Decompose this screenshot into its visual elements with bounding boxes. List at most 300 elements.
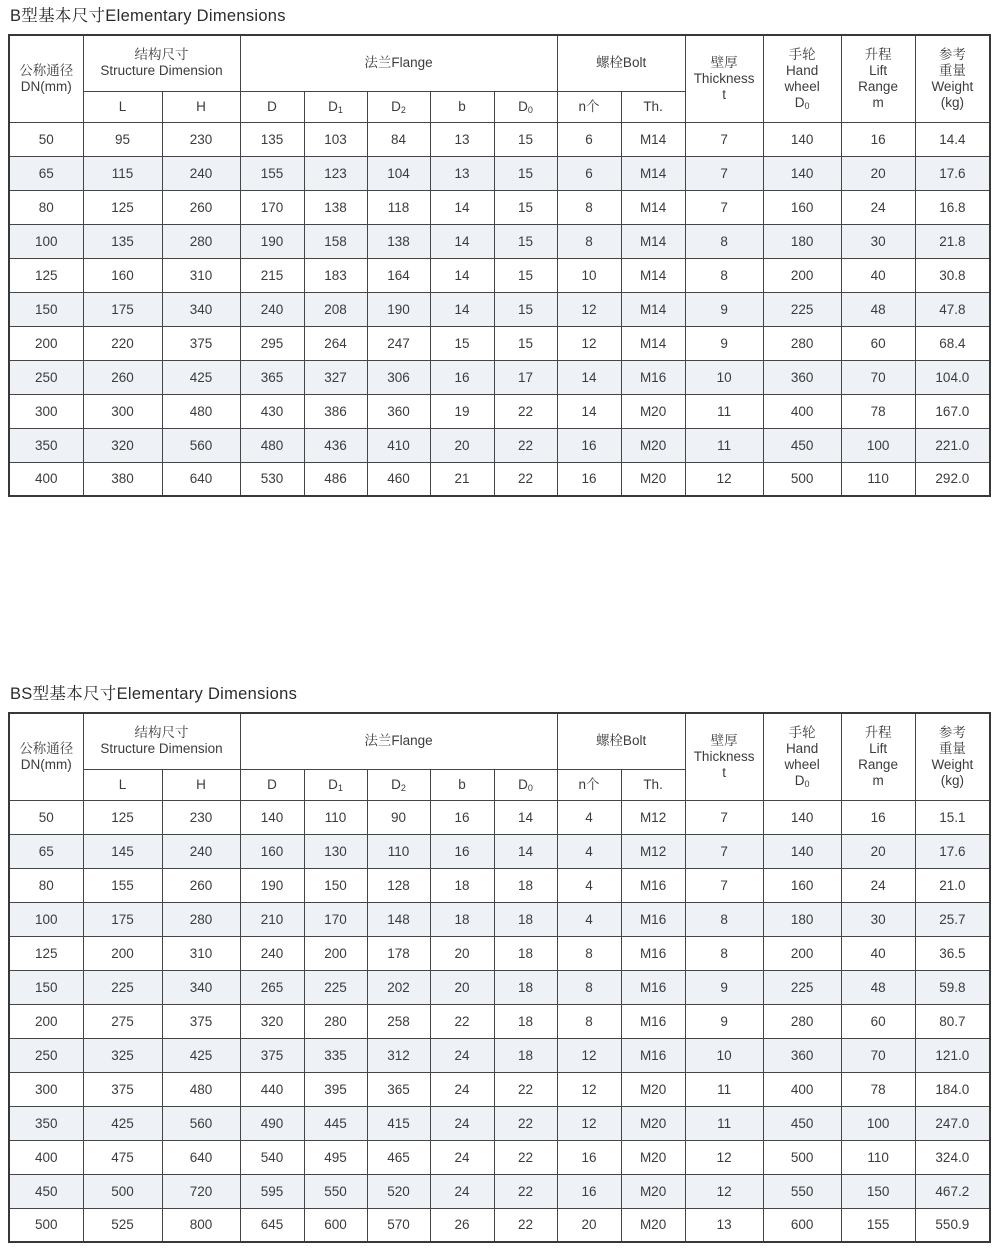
header-lift-line: Range: [858, 78, 898, 94]
table-cell: 4: [557, 868, 621, 902]
table-cell: 12: [685, 1174, 763, 1208]
table-cell: 78: [841, 1072, 915, 1106]
table-cell: 340: [162, 292, 240, 326]
table-cell: 138: [367, 224, 430, 258]
header-structure-line: 结构尺寸: [134, 47, 189, 63]
table-cell: 220: [83, 326, 162, 360]
table-cell: 14: [430, 292, 494, 326]
table-cell: 9: [685, 1004, 763, 1038]
table-cell: 125: [9, 936, 83, 970]
table-cell: 13: [685, 1208, 763, 1242]
header-lift-line: Lift: [869, 62, 888, 78]
table-cell: 14: [430, 258, 494, 292]
table-cell: 375: [240, 1038, 304, 1072]
subcol-label: L: [118, 776, 127, 792]
header-subcol-D: [240, 769, 304, 800]
header-weight-line: (kg): [940, 772, 964, 788]
table-cell: 18: [430, 902, 494, 936]
table-cell: 295: [240, 326, 304, 360]
table-cell: 450: [763, 1106, 841, 1140]
table-cell: 190: [240, 224, 304, 258]
table-row: [9, 1140, 990, 1174]
header-dn-line: DN(mm): [20, 756, 72, 772]
table-cell: 15: [494, 122, 557, 156]
table-cell: 30.8: [915, 258, 990, 292]
table-cell: 50: [9, 800, 83, 834]
header-flange: 法兰Flange: [240, 713, 557, 769]
header-thickness-line: t: [722, 764, 726, 780]
table-cell: 59.8: [915, 970, 990, 1004]
table-cell: 365: [240, 360, 304, 394]
table-cell: 140: [763, 834, 841, 868]
table-cell: 240: [240, 292, 304, 326]
table-row: [9, 970, 990, 1004]
table-cell: 155: [841, 1208, 915, 1242]
header-subcol-n: [557, 91, 621, 122]
table-cell: 280: [763, 1004, 841, 1038]
table-cell: 22: [494, 1208, 557, 1242]
header-weight: [915, 35, 990, 122]
table-cell: M16: [621, 1004, 685, 1038]
table-cell: 135: [240, 122, 304, 156]
table-cell: 11: [685, 1106, 763, 1140]
table-cell: 200: [83, 936, 162, 970]
table-cell: 160: [763, 868, 841, 902]
table-cell: 26: [430, 1208, 494, 1242]
table-cell: M14: [621, 326, 685, 360]
table-cell: 15: [494, 258, 557, 292]
table-cell: 445: [304, 1106, 367, 1140]
table-cell: 560: [162, 428, 240, 462]
table-cell: 48: [841, 970, 915, 1004]
table-cell: 9: [685, 292, 763, 326]
table-cell: 21.8: [915, 224, 990, 258]
table-cell: 100: [841, 1106, 915, 1140]
table-cell: 100: [9, 902, 83, 936]
table-cell: 490: [240, 1106, 304, 1140]
header-thickness: [685, 713, 763, 800]
handwheel-d0-label-subscript: 0: [804, 778, 810, 789]
table-cell: 480: [162, 394, 240, 428]
table-cell: 18: [494, 970, 557, 1004]
table-row: [9, 1174, 990, 1208]
table-cell: 560: [162, 1106, 240, 1140]
header-lift: [841, 35, 915, 122]
table-cell: 520: [367, 1174, 430, 1208]
header-structure: [83, 713, 240, 769]
table-cell: 167.0: [915, 394, 990, 428]
table-cell: 292.0: [915, 462, 990, 496]
table-cell: 230: [162, 800, 240, 834]
header-weight-line: Weight: [931, 78, 974, 94]
table-cell: 140: [763, 156, 841, 190]
table-cell: 140: [763, 122, 841, 156]
table-cell: 16.8: [915, 190, 990, 224]
dimensions-table-b: [8, 34, 991, 497]
subcol-label: L: [118, 98, 127, 114]
table-cell: 425: [162, 360, 240, 394]
table-cell: 175: [83, 292, 162, 326]
table-cell: 104: [367, 156, 430, 190]
table-cell: 22: [494, 1106, 557, 1140]
table-cell: 22: [494, 1140, 557, 1174]
subcol-label-subscript: 2: [400, 782, 406, 793]
table-cell: 380: [83, 462, 162, 496]
table-cell: 12: [557, 326, 621, 360]
subcol-label-subscript: 0: [527, 104, 533, 115]
subcol-label: D: [328, 776, 338, 792]
table-cell: M12: [621, 834, 685, 868]
table-cell: 450: [9, 1174, 83, 1208]
table-cell: 150: [9, 970, 83, 1004]
table-cell: 8: [557, 1004, 621, 1038]
table-cell: 200: [9, 326, 83, 360]
subcol-label: Th.: [643, 98, 663, 114]
table-cell: 100: [841, 428, 915, 462]
subcol-label: D: [391, 98, 401, 114]
table-cell: 215: [240, 258, 304, 292]
table-cell: 20: [430, 428, 494, 462]
table-row: [9, 428, 990, 462]
table-cell: 280: [763, 326, 841, 360]
table-cell: 184.0: [915, 1072, 990, 1106]
table-row: [9, 224, 990, 258]
table-row: [9, 156, 990, 190]
table-cell: 12: [557, 1038, 621, 1072]
table-cell: 20: [841, 834, 915, 868]
table-cell: 7: [685, 156, 763, 190]
header-lift: [841, 713, 915, 800]
table-cell: 14: [557, 394, 621, 428]
table-cell: 140: [763, 800, 841, 834]
table-cell: 400: [9, 1140, 83, 1174]
table-row: [9, 258, 990, 292]
table-cell: 15: [494, 156, 557, 190]
handwheel-d0-label: D: [794, 772, 805, 788]
header-handwheel-line: wheel: [784, 756, 820, 772]
table-header: [9, 713, 990, 800]
subcol-label: Th.: [643, 776, 663, 792]
subcol-label-subscript: 2: [400, 104, 406, 115]
table-cell: 190: [240, 868, 304, 902]
table-cell: 160: [240, 834, 304, 868]
table-cell: 8: [685, 258, 763, 292]
header-lift-line: m: [872, 94, 884, 110]
table-cell: 21: [430, 462, 494, 496]
table-cell: 15: [494, 292, 557, 326]
table-cell: 8: [685, 224, 763, 258]
table-cell: 16: [430, 360, 494, 394]
table-cell: 400: [763, 1072, 841, 1106]
table-cell: 8: [685, 902, 763, 936]
table-cell: 17.6: [915, 834, 990, 868]
table-cell: 258: [367, 1004, 430, 1038]
header-handwheel: [763, 713, 841, 800]
table-cell: 640: [162, 1140, 240, 1174]
table-row: [9, 462, 990, 496]
table-cell: 500: [763, 1140, 841, 1174]
table-cell: 164: [367, 258, 430, 292]
table-cell: 225: [83, 970, 162, 1004]
table-cell: 24: [430, 1140, 494, 1174]
table-cell: 16: [430, 834, 494, 868]
table-cell: 310: [162, 936, 240, 970]
table-cell: 103: [304, 122, 367, 156]
table-cell: 125: [9, 258, 83, 292]
table-cell: 210: [240, 902, 304, 936]
table-cell: 17.6: [915, 156, 990, 190]
header-subcol-H: [162, 769, 240, 800]
table-cell: 21.0: [915, 868, 990, 902]
table-cell: 200: [304, 936, 367, 970]
header-lift-line: Range: [858, 756, 898, 772]
table-row: [9, 868, 990, 902]
header-thickness: [685, 35, 763, 122]
table-row: [9, 834, 990, 868]
table-cell: 600: [304, 1208, 367, 1242]
table-cell: 200: [763, 936, 841, 970]
table-cell: 324.0: [915, 1140, 990, 1174]
table-cell: 125: [83, 190, 162, 224]
table-cell: 18: [494, 902, 557, 936]
table-cell: 150: [841, 1174, 915, 1208]
table-cell: 18: [494, 936, 557, 970]
table-cell: 8: [557, 970, 621, 1004]
table-cell: 260: [162, 868, 240, 902]
header-subcol-D2: [367, 769, 430, 800]
subcol-label: D: [267, 98, 277, 114]
header-row-groups: [9, 35, 990, 91]
table-cell: 12: [685, 462, 763, 496]
table-cell: 280: [162, 902, 240, 936]
table-cell: 430: [240, 394, 304, 428]
table-section-b: [8, 5, 989, 497]
table-cell: 70: [841, 360, 915, 394]
table-cell: M16: [621, 936, 685, 970]
header-dn-line: 公称通径: [19, 62, 74, 78]
table-cell: 16: [841, 800, 915, 834]
table-cell: 24: [430, 1174, 494, 1208]
header-weight-line: 重量: [938, 62, 966, 78]
table-cell: 350: [9, 428, 83, 462]
table-cell: 530: [240, 462, 304, 496]
header-lift-line: 升程: [864, 46, 892, 62]
table-cell: 110: [367, 834, 430, 868]
table-cell: 4: [557, 834, 621, 868]
table-cell: 300: [9, 394, 83, 428]
header-lift-line: 升程: [864, 724, 892, 740]
table-cell: 40: [841, 258, 915, 292]
table-cell: 264: [304, 326, 367, 360]
table-cell: 78: [841, 394, 915, 428]
table-cell: 22: [494, 394, 557, 428]
table-cell: 14: [430, 224, 494, 258]
header-dn: [9, 35, 83, 122]
table-cell: 11: [685, 394, 763, 428]
table-cell: 7: [685, 868, 763, 902]
table-cell: 230: [162, 122, 240, 156]
table-cell: 260: [83, 360, 162, 394]
table-row: [9, 1072, 990, 1106]
table-cell: 250: [9, 1038, 83, 1072]
table-cell: 225: [763, 292, 841, 326]
table-cell: 475: [83, 1140, 162, 1174]
table-cell: M20: [621, 462, 685, 496]
table-cell: 22: [494, 1072, 557, 1106]
table-cell: 550.9: [915, 1208, 990, 1242]
header-structure: [83, 35, 240, 91]
table-cell: 275: [83, 1004, 162, 1038]
table-cell: 24: [430, 1038, 494, 1072]
table-cell: 12: [557, 1106, 621, 1140]
table-cell: 36.5: [915, 936, 990, 970]
header-subcol-D0: [494, 769, 557, 800]
table-cell: 306: [367, 360, 430, 394]
table-cell: 150: [304, 868, 367, 902]
table-row: [9, 122, 990, 156]
table-cell: M14: [621, 292, 685, 326]
table-cell: 11: [685, 1072, 763, 1106]
header-subcol-L: [83, 91, 162, 122]
table-row: [9, 936, 990, 970]
subcol-label: b: [458, 98, 466, 114]
table-cell: 360: [763, 360, 841, 394]
header-subcol-D2: [367, 91, 430, 122]
table-cell: 18: [494, 1004, 557, 1038]
table-cell: 200: [9, 1004, 83, 1038]
header-row-groups: [9, 713, 990, 769]
header-dn-line: 公称通径: [19, 740, 74, 756]
table-cell: 9: [685, 326, 763, 360]
table-cell: 18: [494, 1038, 557, 1072]
header-thickness-line: Thickness: [693, 70, 755, 86]
table-cell: 190: [367, 292, 430, 326]
header-subcol-b: [430, 91, 494, 122]
header-structure-line: Structure Dimension: [100, 63, 223, 79]
table-cell: 180: [763, 224, 841, 258]
header-lift-line: Lift: [869, 740, 888, 756]
table-cell: 6: [557, 122, 621, 156]
table-cell: 80.7: [915, 1004, 990, 1038]
table-cell: 13: [430, 122, 494, 156]
header-thickness-line: 壁厚: [710, 732, 738, 748]
table-cell: 14: [494, 834, 557, 868]
table-cell: 375: [162, 1004, 240, 1038]
table-row: [9, 1208, 990, 1242]
table-cell: 8: [557, 190, 621, 224]
table-cell: 6: [557, 156, 621, 190]
table-cell: 375: [162, 326, 240, 360]
table-cell: 400: [763, 394, 841, 428]
table-cell: M20: [621, 1106, 685, 1140]
table-cell: 486: [304, 462, 367, 496]
table-cell: 20: [430, 970, 494, 1004]
table-cell: 202: [367, 970, 430, 1004]
table-cell: M16: [621, 1038, 685, 1072]
table-cell: 7: [685, 834, 763, 868]
table-cell: 30: [841, 224, 915, 258]
header-dn: [9, 713, 83, 800]
table-cell: 130: [304, 834, 367, 868]
table-cell: M14: [621, 122, 685, 156]
table-cell: 540: [240, 1140, 304, 1174]
table-cell: M20: [621, 1208, 685, 1242]
table-cell: 480: [240, 428, 304, 462]
table-cell: 115: [83, 156, 162, 190]
table-cell: 145: [83, 834, 162, 868]
header-structure-line: 结构尺寸: [134, 725, 189, 741]
table-cell: 8: [557, 936, 621, 970]
handwheel-d0-label-subscript: 0: [804, 100, 810, 111]
table-cell: 12: [557, 1072, 621, 1106]
table-cell: 335: [304, 1038, 367, 1072]
table-cell: 125: [83, 800, 162, 834]
subcol-label: n个: [578, 98, 600, 114]
table-cell: 415: [367, 1106, 430, 1140]
table-cell: 500: [763, 462, 841, 496]
table-cell: 14: [430, 190, 494, 224]
header-bolt: 螺栓Bolt: [557, 713, 685, 769]
header-handwheel: [763, 35, 841, 122]
table-row: [9, 360, 990, 394]
table-cell: 4: [557, 800, 621, 834]
header-handwheel-line: wheel: [784, 78, 820, 94]
table-cell: 40: [841, 936, 915, 970]
table-cell: 327: [304, 360, 367, 394]
table-cell: 60: [841, 1004, 915, 1038]
table-cell: 310: [162, 258, 240, 292]
table-cell: 15: [494, 224, 557, 258]
table-cell: 16: [557, 428, 621, 462]
table-cell: 11: [685, 428, 763, 462]
table-cell: 800: [162, 1208, 240, 1242]
table-cell: 16: [557, 1140, 621, 1174]
table-cell: M16: [621, 360, 685, 394]
table-cell: 80: [9, 868, 83, 902]
table-cell: 18: [430, 868, 494, 902]
table-cell: M14: [621, 258, 685, 292]
subcol-label: n个: [578, 776, 600, 792]
table-cell: 265: [240, 970, 304, 1004]
table-cell: 425: [162, 1038, 240, 1072]
table-cell: 7: [685, 190, 763, 224]
table-cell: 178: [367, 936, 430, 970]
table-cell: 12: [557, 292, 621, 326]
header-subcol-L: [83, 769, 162, 800]
table-row: [9, 902, 990, 936]
table-cell: 100: [9, 224, 83, 258]
table-cell: 123: [304, 156, 367, 190]
table-cell: 300: [9, 1072, 83, 1106]
table-cell: 118: [367, 190, 430, 224]
table-cell: 155: [83, 868, 162, 902]
table-cell: 7: [685, 800, 763, 834]
table-cell: M12: [621, 800, 685, 834]
table-cell: 128: [367, 868, 430, 902]
table-cell: 14: [494, 800, 557, 834]
table-cell: 24: [430, 1106, 494, 1140]
table-cell: 312: [367, 1038, 430, 1072]
header-lift-line: m: [872, 772, 884, 788]
header-subcol-D1: [304, 769, 367, 800]
table-section-bs: [8, 683, 989, 1243]
table-cell: 247.0: [915, 1106, 990, 1140]
table-cell: 720: [162, 1174, 240, 1208]
table-cell: 480: [162, 1072, 240, 1106]
table-cell: 425: [83, 1106, 162, 1140]
table-cell: 158: [304, 224, 367, 258]
table-cell: 500: [83, 1174, 162, 1208]
